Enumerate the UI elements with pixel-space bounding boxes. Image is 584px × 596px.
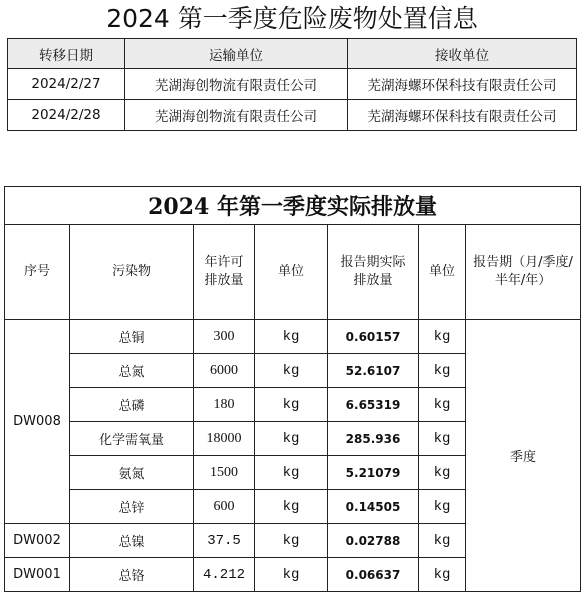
annual-permit-amount: 1500: [194, 456, 255, 490]
pollutant-name: 总锌: [70, 490, 194, 524]
hazardous-waste-transfer-table: [7, 38, 577, 131]
actual-emission: 6.65319: [328, 388, 419, 422]
pollutant-name: 总铜: [70, 320, 194, 354]
table-header-row: [5, 225, 581, 320]
annual-permit-amount: 180: [194, 388, 255, 422]
actual-unit: kg: [419, 388, 466, 422]
permit-unit: kg: [255, 490, 328, 524]
annual-permit-amount: 4.212: [194, 558, 255, 592]
actual-unit: kg: [419, 456, 466, 490]
column-header: 接收单位: [348, 39, 577, 69]
pollutant-name: 总铬: [70, 558, 194, 592]
permit-unit: kg: [255, 456, 328, 490]
pollutant-name: 总氮: [70, 354, 194, 388]
transport-company: 芜湖海创物流有限责任公司: [125, 69, 348, 100]
permit-unit: kg: [255, 388, 328, 422]
column-header: 报告期（月/季度/半年/年）: [466, 225, 581, 320]
column-header: 报告期实际排放量: [328, 225, 419, 320]
receiving-company: 芜湖海螺环保科技有限责任公司: [348, 69, 577, 100]
column-header: 单位: [255, 225, 328, 320]
pollutant-name: 氨氮: [70, 456, 194, 490]
actual-unit: kg: [419, 524, 466, 558]
column-header: 年许可排放量: [194, 225, 255, 320]
permit-unit: kg: [255, 558, 328, 592]
transfer-date: 2024/2/27: [8, 69, 125, 100]
annual-permit-amount: 300: [194, 320, 255, 354]
actual-unit: kg: [419, 320, 466, 354]
permit-unit: kg: [255, 320, 328, 354]
column-header: 转移日期: [8, 39, 125, 69]
column-header: 运输单位: [125, 39, 348, 69]
pollutant-name: 化学需氧量: [70, 422, 194, 456]
outlet-id: DW002: [5, 524, 70, 558]
outlet-id: DW001: [5, 558, 70, 592]
actual-unit: kg: [419, 422, 466, 456]
actual-unit: kg: [419, 490, 466, 524]
annual-permit-amount: 18000: [194, 422, 255, 456]
actual-emission: 0.06637: [328, 558, 419, 592]
actual-unit: kg: [419, 558, 466, 592]
emission-title: 2024 年第一季度实际排放量: [5, 187, 581, 225]
table-header-row: [8, 39, 577, 69]
table-row: [8, 69, 577, 100]
transfer-title: 2024 第一季度危险废物处置信息: [106, 4, 478, 33]
actual-emission: 0.60157: [328, 320, 419, 354]
transport-company: 芜湖海创物流有限责任公司: [125, 100, 348, 131]
column-header: 序号: [5, 225, 70, 320]
emission-table: [4, 186, 581, 592]
actual-emission: 0.02788: [328, 524, 419, 558]
column-header: 污染物: [70, 225, 194, 320]
actual-emission: 52.6107: [328, 354, 419, 388]
actual-unit: kg: [419, 354, 466, 388]
annual-permit-amount: 37.5: [194, 524, 255, 558]
permit-unit: kg: [255, 354, 328, 388]
permit-unit: kg: [255, 524, 328, 558]
pollutant-name: 总磷: [70, 388, 194, 422]
actual-emission: 5.21079: [328, 456, 419, 490]
table-row: [5, 320, 581, 354]
pollutant-name: 总镍: [70, 524, 194, 558]
annual-permit-amount: 6000: [194, 354, 255, 388]
annual-permit-amount: 600: [194, 490, 255, 524]
table-row: [8, 100, 577, 131]
permit-unit: kg: [255, 422, 328, 456]
actual-emission: 285.936: [328, 422, 419, 456]
actual-emission: 0.14505: [328, 490, 419, 524]
report-period: 季度: [466, 320, 581, 592]
receiving-company: 芜湖海螺环保科技有限责任公司: [348, 100, 577, 131]
outlet-id: DW008: [5, 320, 70, 524]
transfer-date: 2024/2/28: [8, 100, 125, 131]
column-header: 单位: [419, 225, 466, 320]
